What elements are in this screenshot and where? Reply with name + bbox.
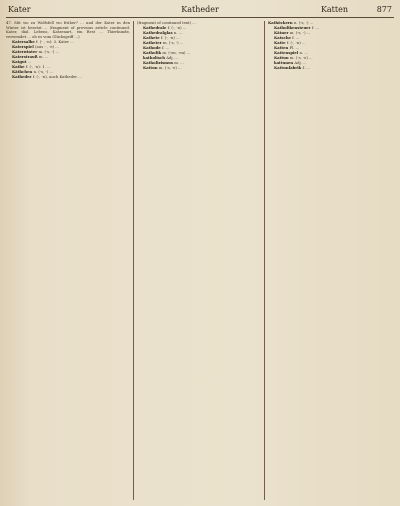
text-column-3	[268, 21, 394, 500]
entry-headword: Katholik	[143, 49, 163, 55]
entry-headword: Kätner	[274, 29, 290, 35]
text-column-2	[137, 21, 261, 500]
entry-headword: Kattenspiel	[274, 49, 300, 55]
entry-headword: Katgut	[12, 58, 28, 64]
entry-text: f. (-, -n), auch Katheder ...	[32, 74, 82, 79]
entry-text: (fragment of continued text) ...	[137, 21, 196, 25]
entry-text: Pl. ...	[289, 45, 300, 50]
header-center-headword: Katheder	[181, 5, 219, 14]
entry-headword: Kathedrale	[143, 24, 168, 30]
entry-text: m. (-en, -en) ...	[162, 50, 191, 55]
header-left-headword: Kater	[8, 5, 31, 14]
entry-headword: Kathedralglas	[143, 29, 174, 35]
entry-headword: Katten	[274, 44, 290, 50]
entry-text: f. ...	[292, 35, 300, 40]
entry-headword: Katheder	[12, 73, 33, 79]
entry-headword: katholisch	[143, 54, 167, 60]
header-right-headword: Katten	[320, 5, 348, 14]
entry-text: (aus - , -e) ...	[35, 44, 59, 49]
entry-headword: Kattun	[143, 64, 159, 70]
text-column-1	[6, 21, 130, 500]
entry-text: m. (-s, -e) ...	[158, 65, 182, 70]
dictionary-entry	[6, 75, 130, 80]
entry-headword: Katerspiel	[12, 43, 36, 49]
entry-headword: Katholikensteuer	[274, 24, 312, 30]
column-rule-2	[264, 21, 265, 500]
entry-text: f. (-, -n) ...	[286, 40, 306, 45]
entry-text: m. (-s, -) ...	[289, 30, 311, 35]
entry-text: f. (-, -n) ...	[160, 35, 180, 40]
entry-headword: Kathode	[143, 44, 162, 50]
entry-text: m. (-s, -) ...	[38, 49, 60, 54]
entry-text: f. ...	[311, 25, 320, 30]
entry-headword: Katersalbe	[12, 38, 37, 44]
entry-text: 47. Mit wo zu Wolfsfell wo früher? ... und der Kater in den Winter ist besetzt ... (fragment of previous article continued: Kater, dial. Lebens, Katzenart, ein Rest ... Thierkunde, verwendet ... ob es vom Glücksgriff ...)	[6, 21, 130, 39]
column-rule-1	[133, 21, 134, 500]
entry-headword: kattunen	[274, 59, 295, 65]
entry-headword: Katheter	[143, 39, 163, 45]
entry-headword: Kattunfabrik	[274, 64, 303, 70]
entry-headword: Katerwinter	[12, 48, 39, 54]
dictionary-entry	[137, 66, 261, 71]
entry-text: n. (-s, -) ...	[33, 69, 53, 74]
entry-text: m. ...	[38, 54, 49, 59]
page-number: 877	[376, 5, 392, 14]
entry-text: ...	[27, 59, 32, 64]
entry-text: Adj. ...	[294, 60, 307, 65]
dictionary-entry	[268, 66, 394, 71]
entry-headword: Kathete	[143, 34, 161, 40]
entry-text: Adj. ...	[166, 55, 179, 60]
entry-text: m. (-s, -) ...	[162, 40, 184, 45]
entry-text: n. (-s, -) ...	[293, 21, 314, 25]
running-header	[6, 3, 394, 18]
entry-headword: Käthchen	[12, 68, 34, 74]
entry-text: n. ...	[173, 30, 183, 35]
entry-headword: Katsche	[274, 34, 293, 40]
entry-text: f. ...	[161, 45, 170, 50]
entry-text: m. (-s, -e) ...	[289, 55, 313, 60]
entry-headword: Kattun	[274, 54, 290, 60]
entry-headword: Katte	[274, 39, 287, 45]
entry-headword: Kathe	[12, 63, 26, 69]
entry-text: f. (-, -n) ...	[167, 25, 187, 30]
entry-headword: Kathöckern	[268, 21, 294, 25]
entry-text: m. ...	[174, 60, 184, 65]
entry-text: f. ...	[302, 65, 310, 70]
entry-headword: Katerstrauß	[12, 53, 39, 59]
entry-headword: Katholizismus	[143, 59, 175, 65]
entry-text: f. (-, -n): 1. ...	[25, 64, 51, 69]
dictionary-entry	[6, 21, 130, 39]
entry-text: n. ...	[299, 50, 308, 55]
entry-text: f. (- , -n): 3. Kater ...	[36, 39, 74, 44]
